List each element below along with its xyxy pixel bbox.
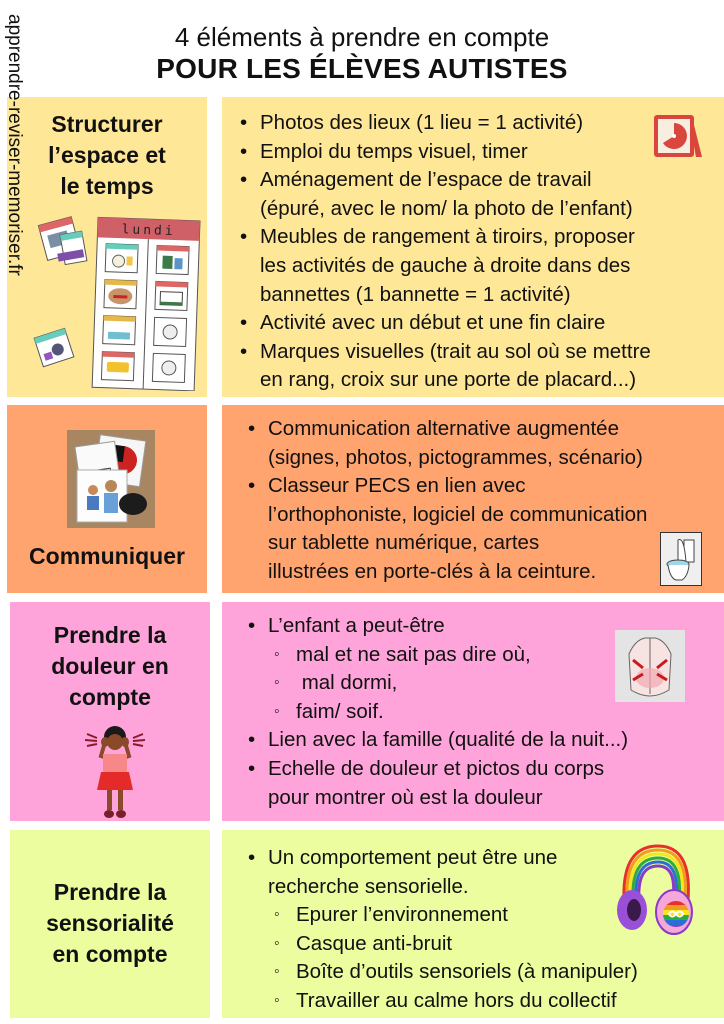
list-item-continuation: (signes, photos, pictogrammes, scénario) <box>268 445 643 469</box>
child-covering-ears-illustration <box>83 724 147 822</box>
list-item: • Marques visuelles (trait au sol où se mettre <box>238 338 718 367</box>
section-title-line: douleur en <box>51 653 169 679</box>
sub-list-item: ◦ Casque anti-bruit <box>246 930 716 959</box>
list-item: • Classeur PECS en lien avec <box>246 472 716 501</box>
svg-text:lundi: lundi <box>121 222 176 240</box>
list-item: • Echelle de douleur et pictos du corps <box>246 755 716 784</box>
headphones-icon <box>612 840 698 938</box>
section-communiquer-content-panel <box>222 405 724 593</box>
page-title: POUR LES ÉLÈVES AUTISTES <box>156 53 568 84</box>
list-item-continuation: l’orthophoniste, logiciel de communication <box>268 502 648 526</box>
page-subtitle: 4 éléments à prendre en compte <box>174 22 550 52</box>
bullet-list <box>246 415 716 587</box>
section-title-line: sensorialité <box>46 910 174 936</box>
sub-list-item: ◦ Travailler au calme hors du collectif <box>246 987 716 1016</box>
sub-list-item: ◦ Boîte d’outils sensoriels (à manipuler) <box>246 958 716 987</box>
section-title-line: compte <box>69 684 151 710</box>
timer-icon <box>652 111 704 161</box>
list-item: • L’enfant a peut-être <box>246 612 716 641</box>
section-title <box>7 109 207 202</box>
page-header <box>0 0 724 96</box>
section-title-line: l’espace et <box>48 142 166 168</box>
list-item: • Lien avec la famille (qualité de la nuit...) <box>246 726 716 755</box>
sub-list-item: ◦ mal dormi, <box>246 669 716 698</box>
website-watermark: apprendre-reviser-memoriser.fr <box>4 14 25 276</box>
section-title-line: Prendre la <box>53 879 167 905</box>
bullet-list <box>238 109 718 395</box>
list-item-continuation: illustrées en porte-clés à la ceinture. <box>268 559 597 583</box>
section-structurer-content-panel <box>222 97 724 397</box>
list-item: • Meubles de rangement à tiroirs, proposer <box>238 223 718 252</box>
list-item-continuation: recherche sensorielle. <box>268 874 469 898</box>
back-pain-icon <box>615 630 685 702</box>
pecs-cards-photo <box>67 430 155 528</box>
list-item-continuation: sur tablette numérique, cartes <box>268 531 540 555</box>
sub-list-item: ◦ faim/ soif. <box>246 698 716 727</box>
list-item: • Activité avec un début et une fin claire <box>238 309 718 338</box>
list-item: • Communication alternative augmentée <box>246 415 716 444</box>
visual-schedule-illustration <box>33 211 203 391</box>
section-title-line: le temps <box>60 173 154 199</box>
section-title <box>10 877 210 970</box>
sub-list-item: ◦ mal et ne sait pas dire où, <box>246 641 716 670</box>
section-title-line: en compte <box>52 941 168 967</box>
list-item: • Photos des lieux (1 lieu = 1 activité) <box>238 109 718 138</box>
list-item: • Aménagement de l’espace de travail <box>238 166 718 195</box>
section-structurer-label-panel <box>7 97 207 397</box>
section-douleur-content-panel <box>222 602 724 821</box>
toilet-pictogram-icon <box>660 532 702 586</box>
section-sensorialite-content-panel <box>222 830 724 1018</box>
section-title <box>10 620 210 713</box>
list-item-continuation: (épuré, avec le nom/ la photo de l’enfant) <box>260 196 633 220</box>
section-sensorialite-label-panel <box>10 830 210 1018</box>
section-title <box>7 541 207 572</box>
section-title-line: Prendre la <box>53 622 167 648</box>
section-title-line: Communiquer <box>29 543 185 569</box>
list-item-continuation: bannettes (1 bannette = 1 activité) <box>260 282 571 306</box>
list-item-continuation: pour montrer où est la douleur <box>268 785 543 809</box>
section-communiquer-label-panel <box>7 405 207 593</box>
section-douleur-label-panel <box>10 602 210 821</box>
sub-list-item: ◦ Epurer l’environnement <box>246 901 716 930</box>
list-item: • Emploi du temps visuel, timer <box>238 138 718 167</box>
section-title-line: Structurer <box>51 111 163 137</box>
list-item-continuation: en rang, croix sur une porte de placard...) <box>260 368 637 392</box>
list-item: • Un comportement peut être une <box>246 844 716 873</box>
list-item-continuation: les activités de gauche à droite dans des <box>260 253 631 277</box>
